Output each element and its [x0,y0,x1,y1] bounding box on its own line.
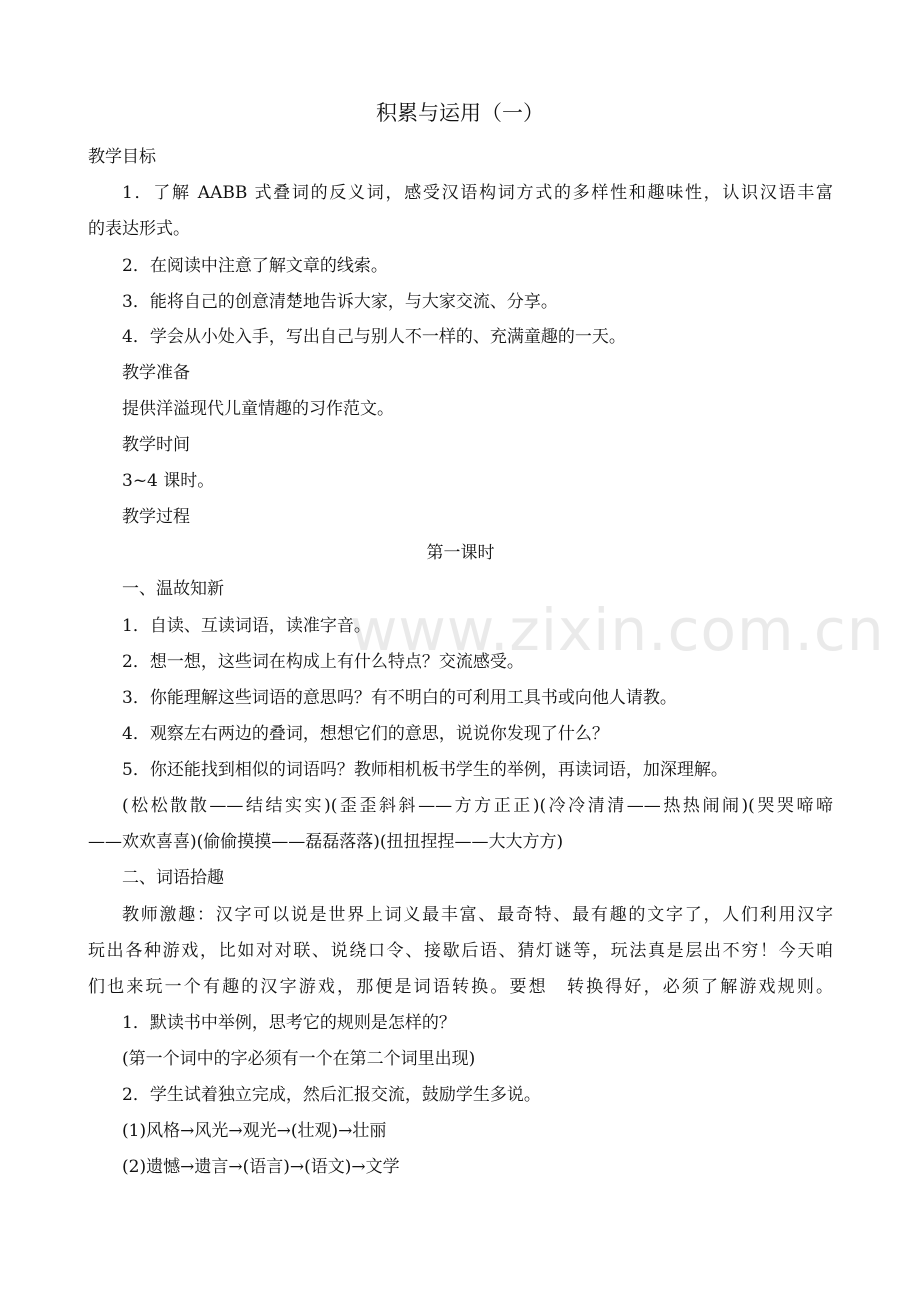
time-text: 3~4 课时。 [122,471,215,491]
heading-process: 教学过程 [122,507,190,527]
heading-preparation: 教学准备 [122,363,190,383]
objective-1-cont: 的表达形式。 [88,219,190,239]
step-2-2: 2．学生试着独立完成，然后汇报交流，鼓励学生多说。 [122,1085,541,1105]
step-1-2: 2．想一想，这些词在构成上有什么特点？交流感受。 [122,652,524,672]
section-2-heading: 二、词语拾趣 [122,868,224,888]
teacher-intro: 教师激趣：汉字可以说是世界上词义最丰富、最奇特、最有趣的文字了，人们利用汉字 [122,905,833,925]
step-1-4: 4．观察左右两边的叠词，想想它们的意思，说说你发现了什么？ [122,724,609,744]
chain-2: (2)遗憾→遗言→(语言)→(语文)→文学 [122,1157,400,1177]
objective-2: 2．在阅读中注意了解文章的线索。 [122,256,388,276]
page-title: 积累与运用（一） [376,101,544,125]
heading-objectives: 教学目标 [88,147,156,167]
teacher-intro-cont-1: 玩出各种游戏，比如对对联、说绕口令、接歇后语、猜灯谜等，玩法真是层出不穷！今天咱 [88,941,833,961]
step-1-5: 5．你还能找到相似的词语吗？教师相机板书学生的举例，再读词语，加深理解。 [122,760,728,780]
objective-1: 1．了解 AABB 式叠词的反义词，感受汉语构词方式的多样性和趣味性，认识汉语丰富 [122,183,833,203]
preparation-text: 提供洋溢现代儿童情趣的习作范文。 [122,399,394,419]
lesson-heading: 第一课时 [426,543,495,563]
step-1-3: 3．你能理解这些词语的意思吗？有不明白的可利用工具书或向他人请教。 [122,688,677,708]
heading-time: 教学时间 [122,435,190,455]
chain-1: (1)风格→风光→观光→(壮观)→壮丽 [122,1121,387,1141]
step-1-1: 1．自读、互读词语，读准字音。 [122,616,371,636]
teacher-intro-cont-2: 们也来玩一个有趣的汉字游戏，那便是词语转换。要想 转换得好，必须了解游戏规则。 [88,977,833,997]
rule-note: (第一个词中的字必须有一个在第二个词里出现) [122,1049,476,1069]
objective-4: 4．学会从小处入手，写出自己与别人不一样的、充满童趣的一天。 [122,327,626,347]
word-pairs: (松松散散——结结实实)(歪歪斜斜——方方正正)(冷冷清清——热热闹闹)(哭哭啼啼 [122,796,833,816]
watermark: www.zixin.com.cn [350,596,885,664]
step-2-1: 1．默读书中举例，思考它的规则是怎样的？ [122,1013,456,1033]
section-1-heading: 一、温故知新 [122,579,224,599]
objective-3: 3．能将自己的创意清楚地告诉大家，与大家交流、分享。 [122,292,558,312]
word-pairs-cont: ——欢欢喜喜)(偷偷摸摸——磊磊落落)(扭扭捏捏——大大方方) [88,832,564,852]
